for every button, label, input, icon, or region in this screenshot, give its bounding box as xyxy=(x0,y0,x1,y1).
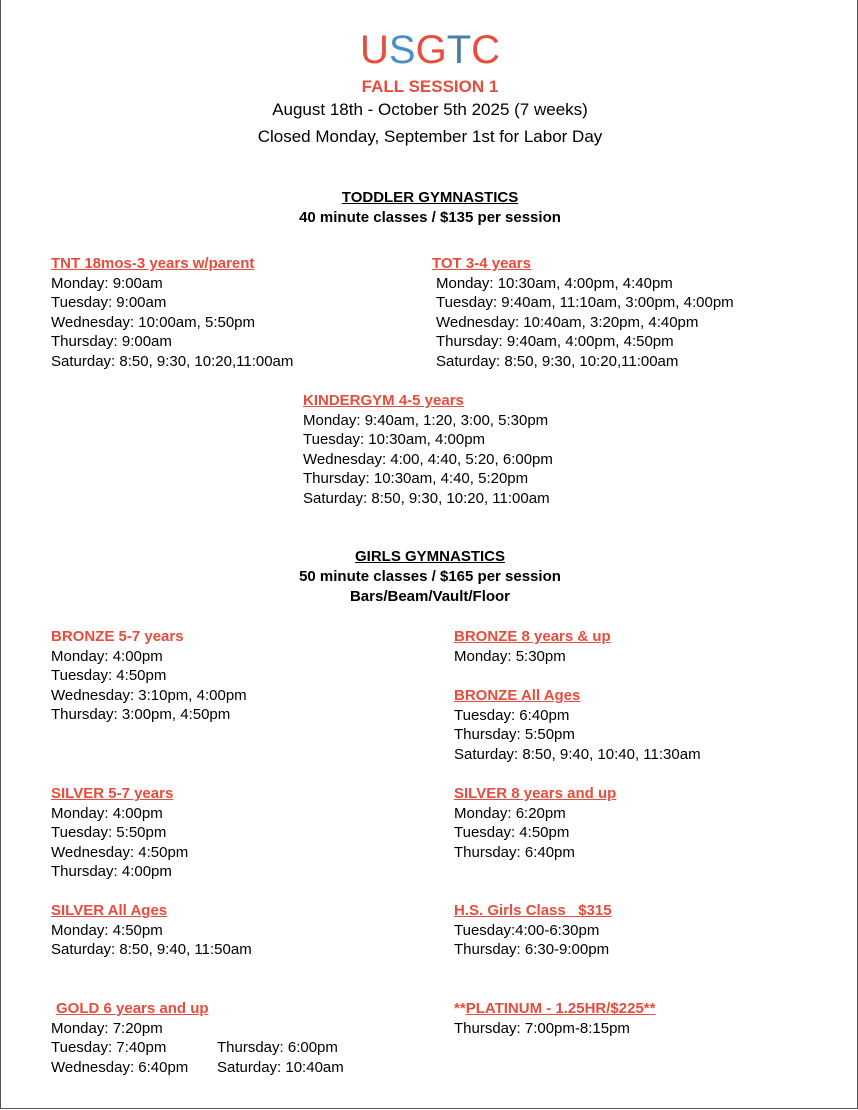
class-title: BRONZE All Ages xyxy=(454,687,581,704)
schedule-line: Thursday: 7:00pm-8:15pm xyxy=(454,1019,630,1037)
session-dates: August 18th - October 5th 2025 (7 weeks) xyxy=(272,100,588,119)
schedule-line: Wednesday: 10:00am, 5:50pm xyxy=(51,313,256,331)
girls-section-events: Bars/Beam/Vault/Floor xyxy=(349,588,511,605)
schedule-line: Monday: 10:30am, 4:00pm, 4:40pm xyxy=(436,274,673,292)
schedule-line: Monday: 4:00pm xyxy=(51,647,163,665)
schedule-line: Wednesday: 10:40am, 3:20pm, 4:40pm xyxy=(436,313,699,331)
schedule-line: Monday: 9:40am, 1:20, 3:00, 5:30pm xyxy=(303,411,549,429)
schedule-line: Tuesday: 4:50pm xyxy=(454,824,570,842)
class-title: KINDERGYM 4-5 years xyxy=(303,392,464,409)
class-title: BRONZE 8 years & up xyxy=(454,628,611,645)
tnt-class-block xyxy=(51,254,293,372)
girls-section-title: GIRLS GYMNASTICS xyxy=(354,548,505,565)
bronze-5-7-class-block xyxy=(51,627,247,725)
schedule-line: Monday: 4:00pm xyxy=(51,804,163,822)
class-title: PLATINUM - 1.25HR/$225** xyxy=(465,1000,656,1017)
schedule-line: Thursday: 6:30-9:00pm xyxy=(454,941,610,959)
schedule-line: Saturday: 8:50, 9:40, 10:40, 11:30am xyxy=(454,745,701,763)
schedule-line: Saturday: 8:50, 9:30, 10:20, 11:00am xyxy=(303,489,550,507)
schedule-line: Wednesday: 4:00, 4:40, 5:20, 6:00pm xyxy=(303,450,553,468)
schedule-line: Tuesday: 4:50pm xyxy=(51,667,167,685)
class-title: TNT 18mos-3 years w/parent xyxy=(51,255,255,272)
schedule-line: Thursday: 9:00am xyxy=(51,333,172,351)
schedule-line: Wednesday: 3:10pm, 4:00pm xyxy=(51,686,247,704)
schedule-line: Tuesday: 5:50pm xyxy=(51,824,167,842)
schedule-line: Tuesday: 9:00am xyxy=(51,294,167,312)
bronze-all-ages-class-block xyxy=(454,686,701,764)
session-title: FALL SESSION 1 xyxy=(361,77,499,96)
schedule-line: Thursday: 6:40pm xyxy=(454,843,575,861)
schedule-line: Thursday: 6:00pm xyxy=(217,1039,338,1057)
class-title: GOLD 6 years and up xyxy=(56,1000,209,1017)
gold-class-block xyxy=(51,999,344,1077)
girls-section-subtitle: 50 minute classes / $165 per session xyxy=(299,568,561,585)
schedule-line: Saturday: 8:50, 9:30, 10:20,11:00am xyxy=(436,352,679,370)
schedule-line: Monday: 6:20pm xyxy=(454,804,566,822)
kindergym-class-block xyxy=(303,391,553,509)
schedule-line: Thursday: 3:00pm, 4:50pm xyxy=(51,706,231,724)
toddler-section-title: TODDLER GYMNASTICS xyxy=(341,189,519,206)
schedule-line: Saturday: 8:50, 9:30, 10:20,11:00am xyxy=(51,352,294,370)
tot-class-block xyxy=(432,254,734,372)
schedule-line: Thursday: 4:00pm xyxy=(51,863,172,881)
schedule-line xyxy=(217,1019,344,1039)
schedule-line: Monday: 5:30pm xyxy=(454,647,566,665)
logo-letter: G xyxy=(415,28,447,72)
schedule-line: Wednesday: 4:50pm xyxy=(51,843,189,861)
logo-letter: U xyxy=(359,28,389,72)
schedule-line: Saturday: 8:50, 9:40, 11:50am xyxy=(51,941,252,959)
logo-letter: S xyxy=(388,28,416,72)
schedule-line: Thursday: 5:50pm xyxy=(454,726,575,744)
schedule-line: Tuesday: 10:30am, 4:00pm xyxy=(303,431,486,449)
silver-8-up-class-block xyxy=(454,784,616,862)
class-title-prefix: ** xyxy=(454,1000,466,1017)
schedule-line: Tuesday: 6:40pm xyxy=(454,706,570,724)
class-title: BRONZE 5-7 years xyxy=(51,628,184,645)
schedule-line: Tuesday: 7:40pm xyxy=(51,1039,167,1057)
schedule-line: Wednesday: 6:40pm xyxy=(51,1058,189,1076)
silver-all-ages-class-block xyxy=(51,901,252,960)
schedule-line: Monday: 4:50pm xyxy=(51,921,163,939)
class-title: SILVER 5-7 years xyxy=(51,785,174,802)
logo-letter: C xyxy=(471,28,501,72)
schedule-line: Tuesday: 9:40am, 11:10am, 3:00pm, 4:00pm xyxy=(436,294,734,312)
closed-notice: Closed Monday, September 1st for Labor Day xyxy=(257,127,603,146)
schedule-line: Tuesday:4:00-6:30pm xyxy=(454,921,600,939)
logo-letter: T xyxy=(446,28,472,72)
class-title: TOT 3-4 years xyxy=(432,255,531,272)
schedule-line: Monday: 7:20pm xyxy=(51,1019,163,1037)
schedule-line: Saturday: 10:40am xyxy=(217,1058,344,1076)
usgtc-logo xyxy=(1,30,858,70)
hs-girls-class-block xyxy=(454,901,612,960)
class-title: SILVER All Ages xyxy=(51,902,168,919)
toddler-section-subtitle: 40 minute classes / $135 per session xyxy=(299,209,561,226)
schedule-line: Monday: 9:00am xyxy=(51,274,163,292)
schedule-line: Thursday: 9:40am, 4:00pm, 4:50pm xyxy=(436,333,674,351)
bronze-8-up-class-block xyxy=(454,627,611,666)
silver-5-7-class-block xyxy=(51,784,188,882)
schedule-line: Thursday: 10:30am, 4:40, 5:20pm xyxy=(303,470,529,488)
platinum-class-block xyxy=(454,999,655,1038)
class-title: H.S. Girls Class $315 xyxy=(454,902,612,919)
class-title: SILVER 8 years and up xyxy=(454,785,617,802)
